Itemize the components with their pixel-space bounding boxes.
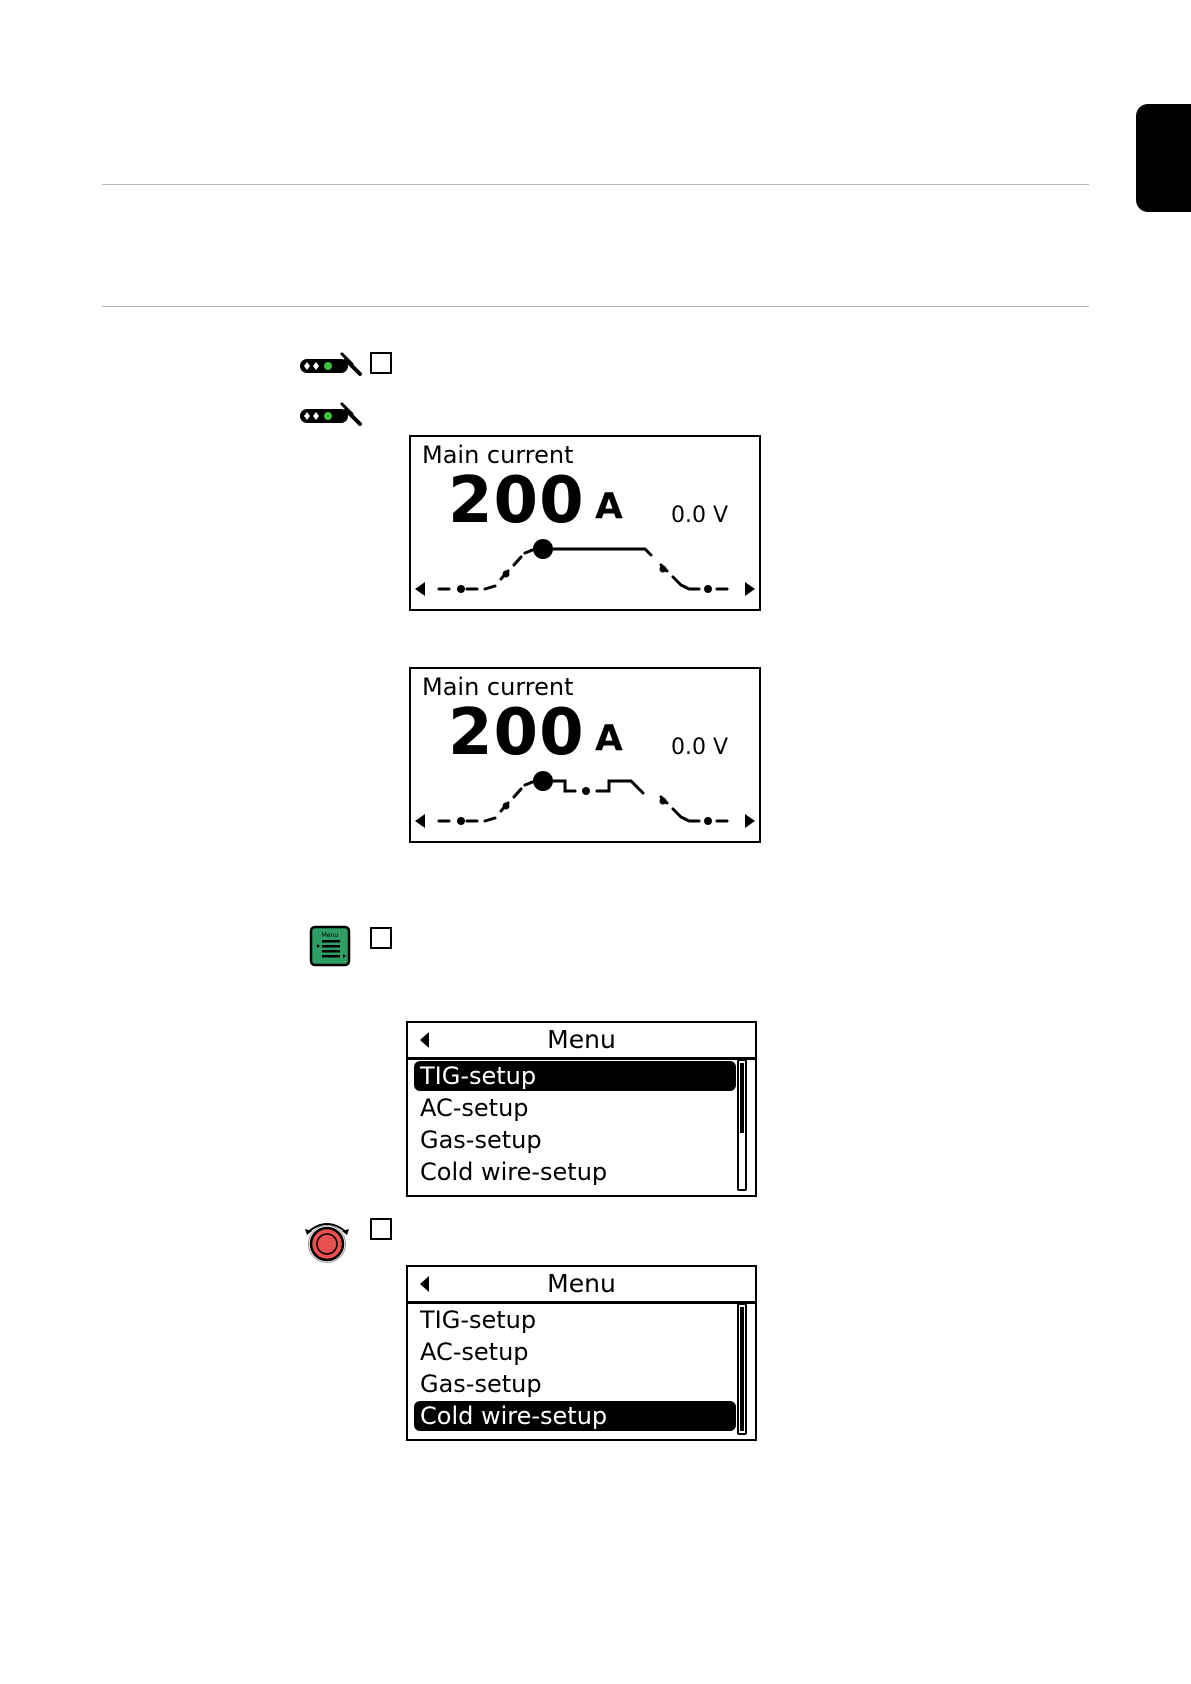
display-main-current-1 bbox=[409, 435, 761, 611]
menu-button-icon bbox=[309, 925, 351, 971]
menu-item[interactable]: Cold wire-setup bbox=[420, 1158, 608, 1186]
display-title: Main current bbox=[422, 673, 574, 701]
menu-scrollbar[interactable] bbox=[737, 1059, 747, 1191]
scrollbar-thumb[interactable] bbox=[740, 1307, 744, 1431]
torch-button-icon bbox=[298, 400, 364, 432]
step-checkbox[interactable] bbox=[370, 352, 392, 374]
menu-item[interactable]: AC-setup bbox=[420, 1094, 529, 1122]
menu-title: Menu bbox=[547, 1269, 616, 1298]
menu-scrollbar[interactable] bbox=[737, 1303, 747, 1435]
step-checkbox[interactable] bbox=[370, 1218, 392, 1240]
left-arrow-icon bbox=[415, 582, 425, 596]
voltage-value: 0.0 V bbox=[671, 735, 729, 760]
menu-header bbox=[408, 1023, 755, 1060]
display-menu-1 bbox=[406, 1021, 757, 1197]
svg-text:Menu: Menu bbox=[321, 932, 339, 939]
display-main-current-2 bbox=[409, 667, 761, 843]
header-rule-bottom bbox=[102, 306, 1089, 307]
step-checkbox[interactable] bbox=[370, 927, 392, 949]
menu-item[interactable]: TIG-setup bbox=[414, 1061, 736, 1091]
menu-header bbox=[408, 1267, 755, 1304]
adjusting-dial-icon bbox=[302, 1217, 352, 1267]
welding-process-curve bbox=[411, 769, 759, 843]
menu-item[interactable]: Gas-setup bbox=[420, 1126, 542, 1154]
current-value: 200 bbox=[448, 696, 585, 770]
current-unit: A bbox=[595, 486, 623, 527]
menu-title: Menu bbox=[547, 1025, 616, 1054]
scrollbar-thumb[interactable] bbox=[740, 1063, 744, 1133]
menu-item[interactable]: TIG-setup bbox=[420, 1306, 537, 1334]
right-arrow-icon bbox=[745, 582, 755, 596]
voltage-value: 0.0 V bbox=[671, 503, 729, 528]
menu-item[interactable]: AC-setup bbox=[420, 1338, 529, 1366]
display-title: Main current bbox=[422, 441, 574, 469]
menu-item[interactable]: Gas-setup bbox=[420, 1370, 542, 1398]
welding-process-curve bbox=[411, 537, 759, 611]
current-value: 200 bbox=[448, 464, 585, 538]
current-unit: A bbox=[595, 718, 623, 759]
left-arrow-icon bbox=[415, 814, 425, 828]
menu-item[interactable]: Cold wire-setup bbox=[414, 1401, 736, 1431]
torch-button-icon bbox=[298, 350, 364, 382]
chapter-side-tab bbox=[1136, 104, 1191, 212]
display-menu-2 bbox=[406, 1265, 757, 1441]
right-arrow-icon bbox=[745, 814, 755, 828]
header-rule-top bbox=[102, 184, 1089, 185]
